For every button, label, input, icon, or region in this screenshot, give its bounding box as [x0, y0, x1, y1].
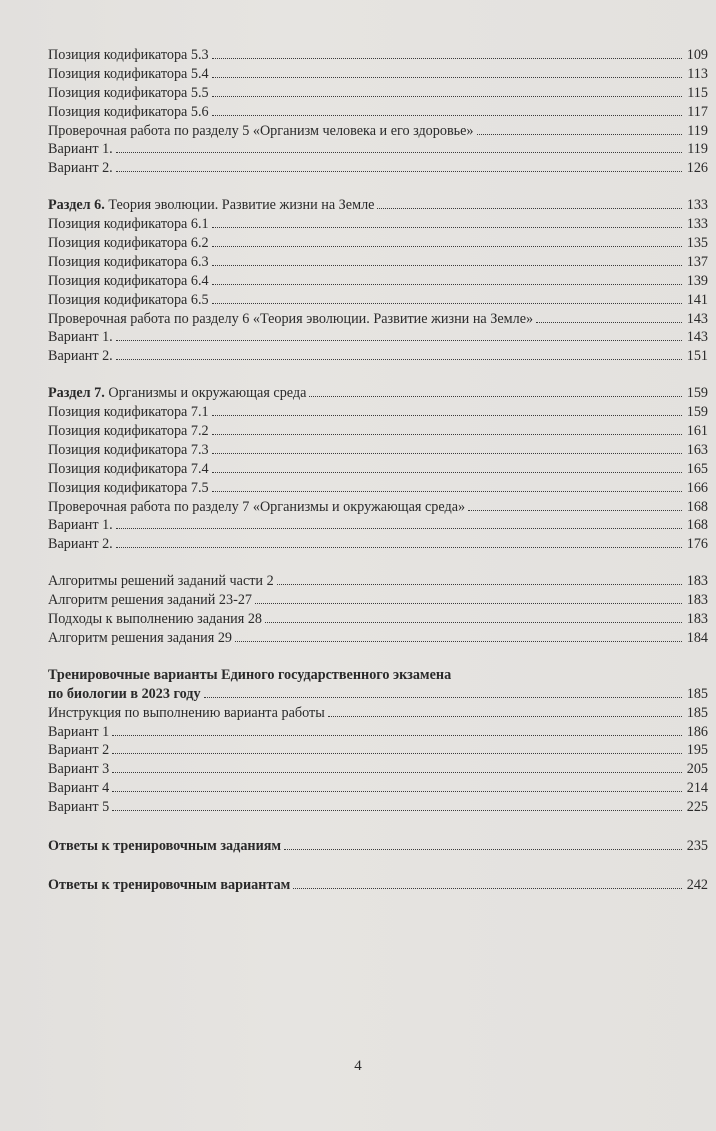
toc-entry-page: 139	[686, 272, 708, 289]
toc-entry-page: 161	[686, 423, 708, 440]
leader-dots	[265, 622, 682, 623]
leader-dots	[212, 303, 682, 304]
section-7-entries	[48, 384, 708, 554]
toc-entry-label: Позиция кодификатора 7.2	[48, 423, 209, 440]
toc-entry[interactable]	[48, 159, 708, 178]
toc-entry-label: Вариант 1.	[48, 141, 113, 158]
toc-entry[interactable]	[48, 723, 708, 742]
toc-entry[interactable]	[48, 215, 708, 234]
toc-entry[interactable]	[48, 535, 708, 554]
toc-entry-page: 141	[686, 291, 708, 308]
toc-entry[interactable]	[48, 422, 708, 441]
toc-entry-label: Вариант 5	[48, 799, 110, 816]
toc-entry-page: 133	[686, 216, 708, 233]
toc-entry[interactable]	[48, 516, 708, 535]
section-5-entries	[48, 46, 708, 178]
toc-entry-page: 186	[686, 723, 708, 740]
toc-entry[interactable]	[48, 629, 708, 648]
leader-dots	[212, 472, 682, 473]
toc-entry-page: 119	[687, 122, 708, 139]
leader-dots	[212, 491, 682, 492]
toc-entry[interactable]	[48, 234, 708, 253]
toc-entry-page: 119	[687, 141, 708, 158]
toc-entry-page: 176	[686, 536, 708, 553]
toc-entry[interactable]	[48, 84, 708, 103]
leader-dots	[309, 396, 682, 397]
toc-entry-label: Позиция кодификатора 6.1	[48, 216, 209, 233]
toc-entry-page: 143	[686, 329, 708, 346]
toc-entry[interactable]	[48, 779, 708, 798]
toc-entry-page: 109	[686, 47, 708, 63]
leader-dots	[212, 434, 682, 435]
section-heading-7[interactable]	[48, 384, 708, 403]
toc-entry-label: Вариант 2	[48, 742, 110, 759]
toc-entry[interactable]	[48, 328, 708, 347]
leader-dots	[212, 227, 682, 228]
toc-entry-label: Проверочная работа по разделу 5 «Организм человека и его здоровье»	[48, 122, 474, 139]
toc-entry[interactable]	[48, 798, 708, 817]
toc-entry-page: 126	[686, 160, 708, 177]
toc-entry-label: Позиция кодификатора 5.6	[48, 103, 209, 120]
leader-dots	[112, 753, 682, 754]
toc-entry-label: Ответы к тренировочным вариантам	[48, 876, 291, 893]
leader-dots	[116, 528, 682, 529]
toc-entry[interactable]	[48, 140, 708, 159]
toc-entry[interactable]	[48, 460, 708, 479]
toc-entry-page: 135	[686, 235, 708, 252]
algorithms-entries	[48, 572, 708, 648]
leader-dots	[536, 322, 682, 323]
toc-entry-page: 225	[686, 799, 708, 816]
toc-entry-page: 165	[686, 460, 708, 477]
leader-dots	[204, 697, 682, 698]
leader-dots	[212, 58, 682, 59]
toc-entry[interactable]	[48, 272, 708, 291]
training-heading[interactable]	[48, 666, 708, 704]
toc-entry-label: Проверочная работа по разделу 7 «Организмы и окружающая среда»	[48, 498, 466, 515]
leader-dots	[468, 510, 682, 511]
page-number: 4	[354, 1058, 362, 1074]
toc-entry-label: Позиция кодификатора 6.4	[48, 272, 209, 289]
toc-entry-label: Алгоритм решения заданий 23-27	[48, 592, 253, 609]
toc-entry-label: Вариант 3	[48, 761, 110, 778]
leader-dots	[477, 134, 683, 135]
toc-entry-label: Вариант 2.	[48, 160, 113, 177]
toc-entry[interactable]	[48, 291, 708, 310]
toc-entry-page: 137	[686, 253, 708, 270]
leader-dots	[116, 359, 682, 360]
toc-entry[interactable]	[48, 253, 708, 272]
leader-dots	[212, 115, 682, 116]
toc-entry-page: 183	[686, 592, 708, 609]
toc-entry[interactable]	[48, 704, 708, 723]
toc-entry-page: 151	[686, 348, 708, 365]
toc-entry-label: Позиция кодификатора 6.5	[48, 291, 209, 308]
toc-entry-page: 117	[687, 103, 708, 120]
toc-entry-page: 133	[686, 197, 708, 214]
leader-dots	[212, 265, 682, 266]
toc-entry-page: 159	[686, 385, 708, 402]
leader-dots	[212, 96, 682, 97]
toc-entry-page: 185	[686, 704, 708, 721]
toc-entry-label: Проверочная работа по разделу 6 «Теория эволюции. Развитие жизни на Земле»	[48, 310, 534, 327]
toc-entry-label: Вариант 1.	[48, 329, 113, 346]
toc-entry[interactable]	[48, 572, 708, 591]
toc-entry-page: 115	[687, 84, 708, 101]
leader-dots	[255, 603, 682, 604]
leader-dots	[116, 171, 682, 172]
toc-entry[interactable]	[48, 479, 708, 498]
toc-entry-label: Позиция кодификатора 7.3	[48, 441, 209, 458]
leader-dots	[235, 641, 682, 642]
leader-dots	[116, 340, 682, 341]
toc-entry-page: 184	[686, 629, 708, 646]
leader-dots	[377, 208, 682, 209]
toc-entry-label: Позиция кодификатора 6.2	[48, 235, 209, 252]
toc-entry-page: 242	[686, 876, 708, 893]
leader-dots	[212, 415, 682, 416]
toc-entry[interactable]	[48, 760, 708, 779]
leader-dots	[112, 791, 682, 792]
toc-entry-label: Позиция кодификатора 5.5	[48, 84, 209, 101]
toc-entry-label: Позиция кодификатора 7.4	[48, 460, 209, 477]
training-entries	[48, 666, 708, 817]
toc-entry[interactable]	[48, 441, 708, 460]
leader-dots	[328, 716, 682, 717]
toc-entry-label: Вариант 1	[48, 723, 110, 740]
section-prefix: Раздел 6.	[48, 197, 105, 214]
leader-dots	[112, 735, 682, 736]
toc-entry-page: 195	[686, 742, 708, 759]
toc-entry-page: 183	[686, 573, 708, 590]
answers-variants-entry[interactable]	[48, 876, 708, 895]
toc-entry-page: 143	[686, 310, 708, 327]
toc-entry-label: Подходы к выполнению задания 28	[48, 611, 263, 628]
toc-entry-page: 159	[686, 404, 708, 421]
toc-entry-page: 183	[686, 611, 708, 628]
toc-entry-label: Позиция кодификатора 7.1	[48, 404, 209, 421]
leader-dots	[116, 152, 682, 153]
toc-entry-page: 168	[686, 517, 708, 534]
toc-entry[interactable]	[48, 610, 708, 629]
training-title-line-2: по биологии в 2023 году	[48, 685, 201, 702]
toc-entry-page: 214	[686, 780, 708, 797]
leader-dots	[112, 810, 682, 811]
leader-dots	[212, 77, 682, 78]
toc-entry[interactable]	[48, 46, 708, 65]
toc-entry-page: 205	[686, 761, 708, 778]
leader-dots	[277, 584, 682, 585]
section-heading-label	[48, 196, 374, 215]
leader-dots	[293, 888, 682, 889]
answers-tasks-entry[interactable]	[48, 837, 708, 856]
toc-entry[interactable]	[48, 741, 708, 760]
section-title: Теория эволюции. Развитие жизни на Земле	[104, 197, 375, 214]
toc-entry-label: Инструкция по выполнению варианта работы	[48, 704, 325, 721]
toc-entry[interactable]	[48, 65, 708, 84]
section-heading-6[interactable]	[48, 196, 708, 215]
section-prefix: Раздел 7.	[48, 385, 105, 402]
toc-entry-page: 168	[686, 498, 708, 515]
leader-dots	[212, 284, 682, 285]
leader-dots	[116, 547, 682, 548]
toc-entry-label: Позиция кодификатора 5.4	[48, 65, 209, 82]
leader-dots	[212, 453, 682, 454]
table-of-contents	[48, 46, 708, 895]
leader-dots	[212, 246, 682, 247]
training-title-line-1: Тренировочные варианты Единого государственного экзамена	[48, 666, 452, 683]
toc-entry-label: Позиция кодификатора 6.3	[48, 253, 209, 270]
toc-entry-page: 163	[686, 441, 708, 458]
toc-entry-label: Алгоритмы решений заданий части 2	[48, 573, 274, 590]
toc-entry[interactable]	[48, 403, 708, 422]
section-6-entries	[48, 196, 708, 366]
toc-entry-page: 166	[686, 479, 708, 496]
toc-entry-label: Позиция кодификатора 5.3	[48, 47, 209, 63]
toc-entry[interactable]	[48, 591, 708, 610]
toc-entry-label: Ответы к тренировочным заданиям	[48, 837, 282, 854]
leader-dots	[112, 772, 682, 773]
section-heading-label	[48, 384, 306, 403]
toc-entry[interactable]	[48, 103, 708, 122]
toc-entry-label: Вариант 4	[48, 780, 110, 797]
toc-entry[interactable]	[48, 310, 708, 329]
toc-entry-label: Вариант 1.	[48, 517, 113, 534]
toc-entry[interactable]	[48, 498, 708, 517]
toc-entry-page: 235	[686, 837, 708, 854]
toc-entry-label: Вариант 2.	[48, 536, 113, 553]
leader-dots	[284, 849, 682, 850]
section-title: Организмы и окружающая среда	[104, 385, 307, 402]
toc-entry-label: Алгоритм решения задания 29	[48, 629, 233, 646]
toc-entry-page: 185	[686, 685, 708, 702]
toc-entry[interactable]	[48, 122, 708, 141]
toc-entry[interactable]	[48, 347, 708, 366]
toc-entry-label: Позиция кодификатора 7.5	[48, 479, 209, 496]
toc-entry-label: Вариант 2.	[48, 348, 113, 365]
toc-entry-page: 113	[687, 65, 708, 82]
